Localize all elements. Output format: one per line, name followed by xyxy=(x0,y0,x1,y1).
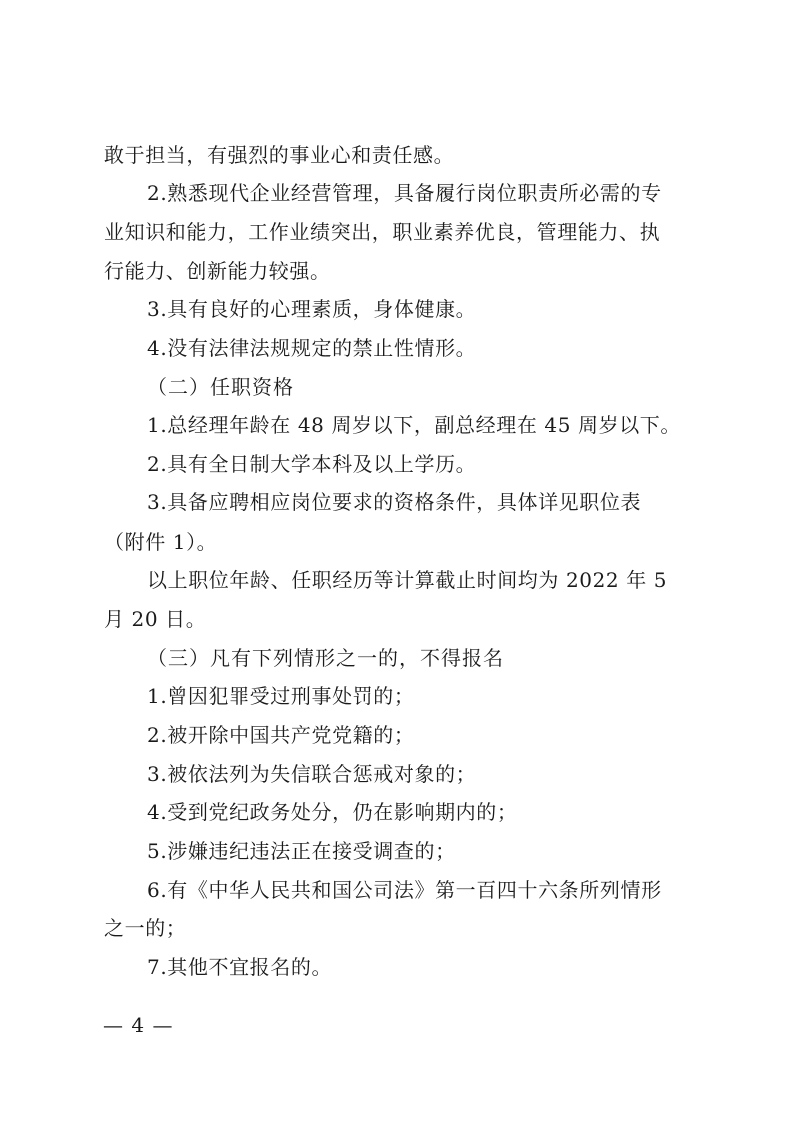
list-item: 3.被依法列为失信联合惩戒对象的； xyxy=(147,762,477,786)
paragraph-line: 1.总经理年龄在 48 周岁以下，副总经理在 45 周岁以下。 xyxy=(147,413,682,437)
list-item: 5.涉嫌违纪违法正在接受调查的； xyxy=(147,839,456,863)
paragraph-line: 业知识和能力，工作业绩突出，职业素养优良，管理能力、执 xyxy=(104,220,661,244)
list-item-continuation: 之一的； xyxy=(104,916,187,940)
paragraph-line: （附件 1）。 xyxy=(104,530,218,554)
list-item: 2.被开除中国共产党党籍的； xyxy=(147,723,415,747)
paragraph-line: 以上职位年龄、任职经历等计算截止时间均为 2022 年 5 xyxy=(147,568,668,592)
page-number: — 4 — xyxy=(103,1013,174,1037)
section-heading: （二）任职资格 xyxy=(147,375,294,399)
paragraph-line: 2.熟悉现代企业经营管理，具备履行岗位职责所必需的专 xyxy=(147,181,662,205)
paragraph-line: 行能力、创新能力较强。 xyxy=(104,259,331,283)
list-item: 7.其他不宜报名的。 xyxy=(147,955,333,979)
list-item: 6.有《中华人民共和国公司法》第一百四十六条所列情形 xyxy=(147,878,662,902)
paragraph-line: 2.具有全日制大学本科及以上学历。 xyxy=(147,452,477,476)
paragraph-line: 月 20 日。 xyxy=(104,607,207,631)
paragraph-line: 4.没有法律法规规定的禁止性情形。 xyxy=(147,336,477,360)
list-item: 4.受到党纪政务处分，仍在影响期内的； xyxy=(147,800,518,824)
list-item: 1.曾因犯罪受过刑事处罚的； xyxy=(147,684,415,708)
section-heading: （三）凡有下列情形之一的，不得报名 xyxy=(147,646,504,670)
paragraph-line: 敢于担当，有强烈的事业心和责任感。 xyxy=(104,143,455,167)
paragraph-line: 3.具有良好的心理素质，身体健康。 xyxy=(147,297,477,321)
paragraph-line: 3.具备应聘相应岗位要求的资格条件，具体详见职位表 xyxy=(147,490,642,514)
